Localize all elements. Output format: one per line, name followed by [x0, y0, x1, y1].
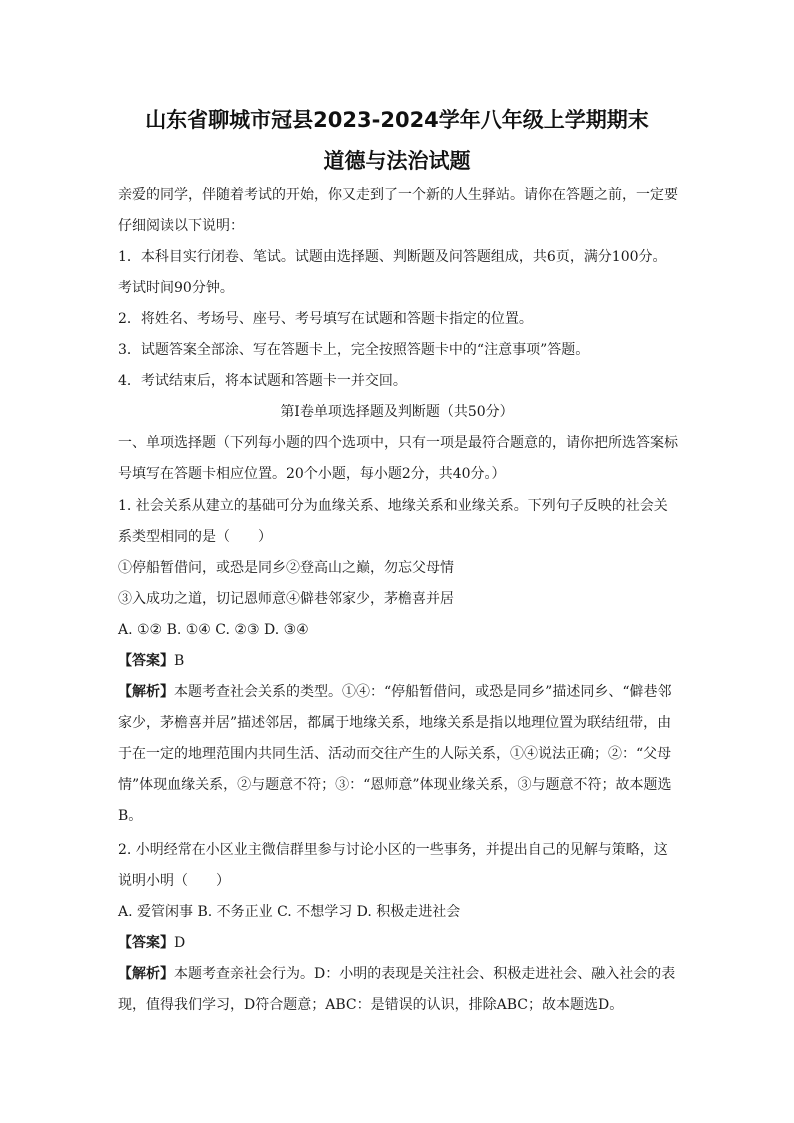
section-heading: 第Ⅰ卷单项选择题及判断题（共50分） [280, 404, 514, 420]
analysis-text: B。 [118, 808, 143, 824]
analysis-text: 情”体现血缘关系，②与题意不符；③：“恩师意”体现业缘关系，③与题意不符；故本题选 [118, 777, 672, 793]
question-options: ①停船暂借问，或恐是同乡②登高山之巅，勿忘父母情 [118, 560, 454, 576]
answer-value: B [174, 653, 185, 669]
instruction-item: 考试时间90分钟。 [118, 280, 234, 296]
question-stem: 系类型相同的是（ ） [118, 529, 272, 545]
answer-line [118, 651, 688, 671]
part-instruction: 一、单项选择题（下列每小题的四个选项中，只有一项是最符合题意的，请你把所选答案标 [118, 435, 678, 451]
intro-text: 仔细阅读以下说明： [118, 218, 244, 234]
intro-text: 亲爱的同学，伴随着考试的开始，你又走到了一个新的人生驿站。请你在答题之前，一定要 [118, 187, 678, 203]
question-options: ③入成功之道，切记恩师意④僻巷邻家少，茅檐喜并居 [118, 591, 454, 607]
instruction-item: 2．将姓名、考场号、座号、考号填写在试题和答题卡指定的位置。 [118, 311, 533, 327]
instruction-item: 3．试题答案全部涂、写在答题卡上，完全按照答题卡中的“注意事项”答题。 [118, 342, 590, 358]
part-instruction: 号填写在答题卡相应位置。20个小题，每小题2分，共40分。） [118, 466, 506, 482]
analysis-label: 【解析】 [118, 684, 174, 700]
page-subtitle: 道德与法治试题 [323, 149, 471, 173]
analysis-text: 现，值得我们学习，D符合题意；ABC：是错误的认识，排除ABC；故本题选D。 [118, 997, 624, 1013]
question-stem: 2. 小明经常在小区业主微信群里参与讨论小区的一些事务，并提出自己的见解与策略，这 [118, 842, 668, 858]
analysis-text: 家少，茅檐喜并居”描述邻居，都属于地缘关系，地缘关系是指以地理位置为联结纽带，由 [118, 715, 672, 731]
analysis-line [118, 964, 688, 984]
answer-choices: A. 爱管闲事 B. 不务正业 C. 不想学习 D. 积极走进社会 [118, 904, 461, 920]
answer-label: 【答案】 [118, 653, 174, 669]
answer-value: D [174, 935, 186, 951]
analysis-line [118, 682, 688, 702]
answer-line [118, 933, 688, 953]
answer-choices: A. ①② B. ①④ C. ②③ D. ③④ [118, 622, 309, 638]
instruction-item: 1．本科目实行闭卷、笔试。试题由选择题、判断题及问答题组成，共6页，满分100分。 [118, 249, 667, 265]
analysis-label: 【解析】 [118, 966, 174, 982]
instruction-item: 4．考试结束后，将本试题和答题卡一并交回。 [118, 373, 407, 389]
answer-label: 【答案】 [118, 935, 174, 951]
analysis-text: 本题考查社会关系的类型。①④：“停船暂借问，或恐是同乡”描述同乡、“僻巷邻 [174, 684, 672, 700]
question-stem: 说明小明（ ） [118, 873, 230, 889]
page-title: 山东省聊城市冠县2023-2024学年八年级上学期期末 [145, 108, 649, 132]
question-stem: 1. 社会关系从建立的基础可分为血缘关系、地缘关系和业缘关系。下列句子反映的社会关 [118, 498, 668, 514]
analysis-text: 于在一定的地理范围内共同生活、活动而交往产生的人际关系，①④说法正确；②：“父母 [118, 746, 672, 762]
analysis-text: 本题考查亲社会行为。D：小明的表现是关注社会、积极走进社会、融入社会的表 [174, 966, 676, 982]
